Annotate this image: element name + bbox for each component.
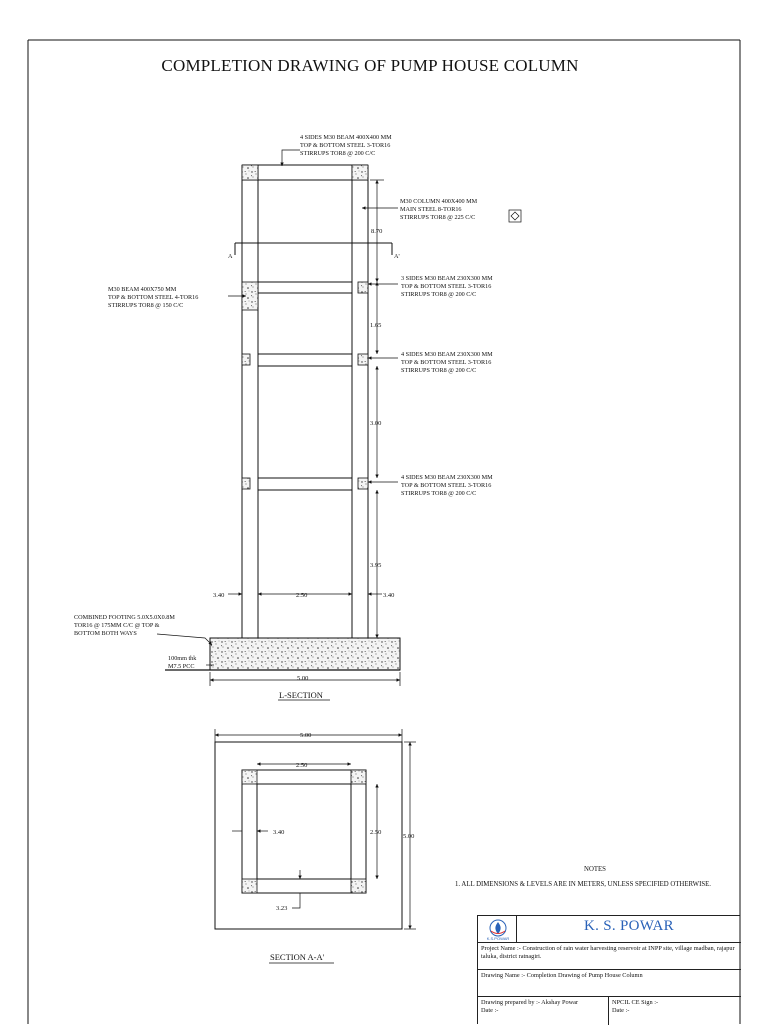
plan-dim-inner-width: 2.50 <box>296 762 308 769</box>
elevation-drawing <box>235 165 395 638</box>
column-note: M30 COLUMN 400X400 MM MAIN STEEL 8-TOR16 STIRRUPS TOR8 @ 225 C/C <box>400 198 478 221</box>
dim-left-offset: 3.40 <box>213 592 225 599</box>
dim-inner: 2.50 <box>296 592 308 599</box>
plan-columns <box>242 770 366 893</box>
project-row <box>478 942 741 969</box>
plan-dimensions <box>215 729 416 929</box>
npcil-row <box>609 996 741 1025</box>
dim-mid2: 3.00 <box>370 420 382 427</box>
beam-note-2: 4 SIDES M30 BEAM 230X300 MM TOP & BOTTOM STEEL 3-TOR16 STIRRUPS TOR8 @ 200 C/C <box>401 351 493 374</box>
note-item: 1. ALL DIMENSIONS & LEVELS ARE IN METERS, UNLESS SPECIFIED OTHERWISE. <box>455 881 711 888</box>
notes-heading: NOTES <box>584 866 606 873</box>
beam-sections <box>242 165 368 489</box>
section-aa-label: SECTION A-A' <box>270 952 325 962</box>
section-mark-right: A' <box>394 253 400 260</box>
leader-lines <box>157 150 521 665</box>
project-label: Project Name :- <box>481 945 523 952</box>
npcil-date: Date :- <box>612 1007 630 1014</box>
combined-footing <box>165 638 400 670</box>
l-section-label: L-SECTION <box>279 690 323 700</box>
dim-footing-width: 5.00 <box>297 675 309 682</box>
logo-text: K.S.POWAR <box>486 936 510 941</box>
plan-dim-outer-width: 5.00 <box>300 732 312 739</box>
drawing-label: Drawing Name :- <box>481 972 527 979</box>
plan-dim-left-gap: 3.40 <box>273 829 285 836</box>
prepared-label: Drawing prepared by :- <box>481 999 542 1006</box>
prepared-row <box>478 996 609 1025</box>
company-name: K. S. POWAR <box>584 918 674 934</box>
prepared-date: Date :- <box>481 1007 499 1014</box>
dim-right-offset: 3.40 <box>383 592 395 599</box>
beam-note-1: 3 SIDES M30 BEAM 230X300 MM TOP & BOTTOM STEEL 3-TOR16 STIRRUPS TOR8 @ 200 C/C <box>401 275 493 298</box>
drawing-title: COMPLETION DRAWING OF PUMP HOUSE COLUMN <box>161 56 579 75</box>
vertical-dimensions <box>370 180 384 638</box>
npcil-sign-label: NPCIL CE Sign :- <box>612 999 659 1006</box>
top-beam-note: 4 SIDES M30 BEAM 400X400 MM TOP & BOTTOM STEEL 3-TOR16 STIRRUPS TOR8 @ 200 C/C <box>300 134 392 157</box>
pcc-note: 100mm thk M7.5 PCC <box>168 655 197 670</box>
project-value: Construction of rain water harvesting reservoir at INPP site, village madban, rajapur taluka, district ratnagiri. <box>481 945 735 960</box>
dim-bottom: 3.95 <box>370 562 382 569</box>
prepared-value: Akshay Powar <box>541 999 579 1006</box>
footing-note: COMBINED FOOTING 5.0X5.0X0.8M TOR16 @ 175MM C/C @ TOP & BOTTOM BOTH WAYS <box>74 614 175 637</box>
notes-block <box>455 866 735 890</box>
drawing-row <box>478 969 741 996</box>
plan-dim-outer-height: 5.00 <box>403 833 415 840</box>
dim-mid1: 1.65 <box>370 322 382 329</box>
title-block <box>477 915 740 1024</box>
section-mark-left: A <box>228 253 233 260</box>
dim-top: 8.70 <box>371 228 383 235</box>
beam-note-3: 4 SIDES M30 BEAM 230X300 MM TOP & BOTTOM STEEL 3-TOR16 STIRRUPS TOR8 @ 200 C/C <box>401 474 493 497</box>
plan-dim-bottom-gap: 3.23 <box>276 905 288 912</box>
plan-dim-inner-height: 2.50 <box>370 829 382 836</box>
left-beam-note: M30 BEAM 400X750 MM TOP & BOTTOM STEEL 4-TOR16 STIRRUPS TOR8 @ 150 C/C <box>108 286 199 309</box>
drawing-value: Completion Drawing of Pump House Column <box>526 972 643 979</box>
